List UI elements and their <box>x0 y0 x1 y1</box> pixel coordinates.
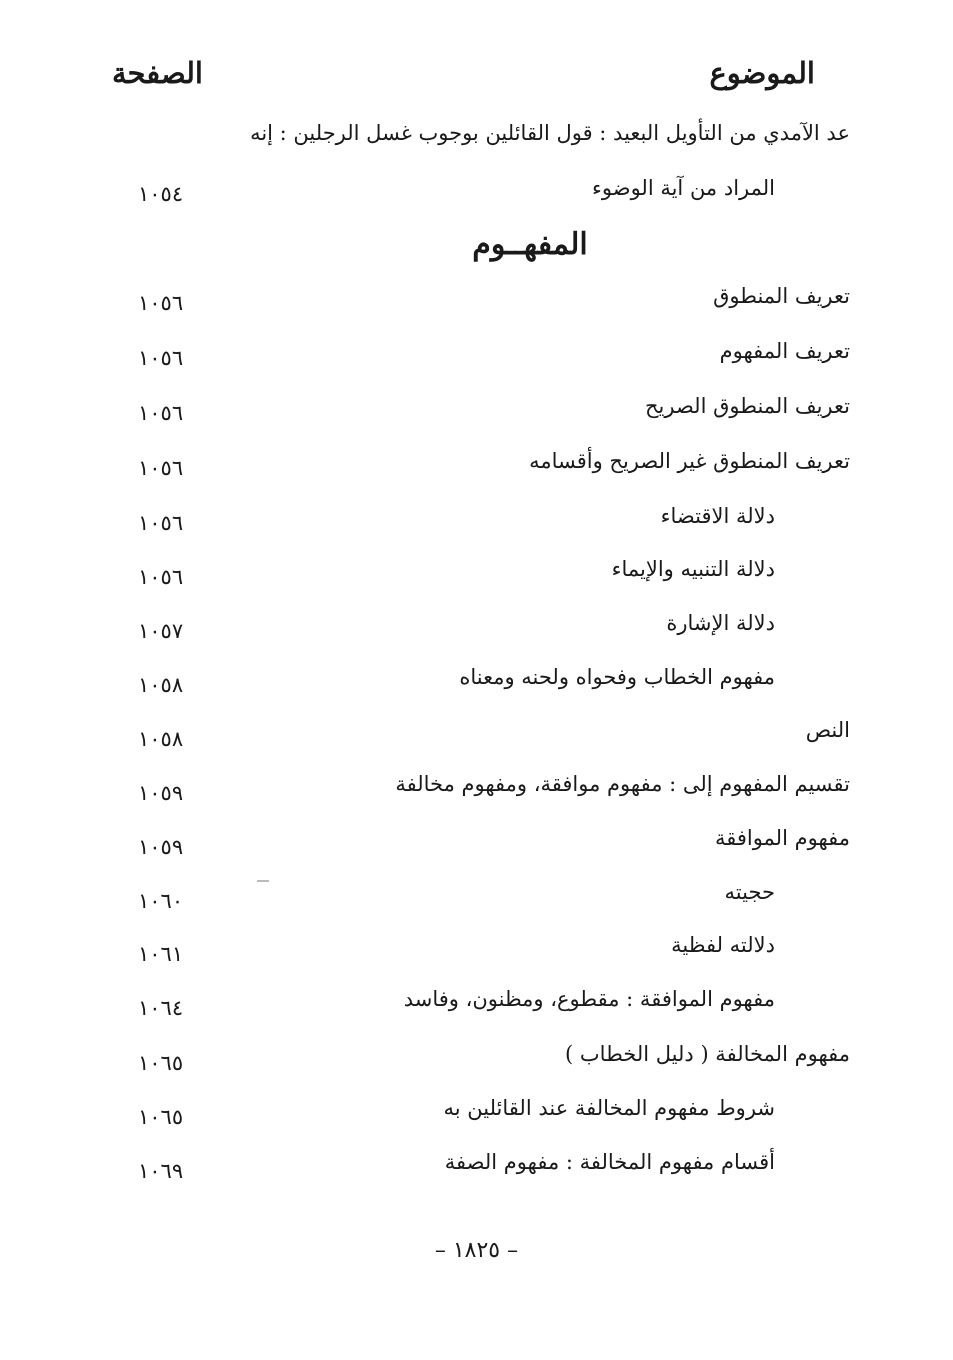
toc-entry-title: مفهوم الموافقة <box>714 826 850 850</box>
toc-entry-page: ١٠٥٧ <box>138 619 184 643</box>
toc-entry-page: ١٠٥٨ <box>138 727 184 751</box>
toc-entry-page: ١٠٦٥ <box>138 1051 184 1075</box>
toc-entry-title: دلالة التنبيه والإيماء <box>611 557 775 581</box>
toc-entry-title: دلالة الإشارة <box>666 611 775 635</box>
toc-entry-page: ١٠٦٥ <box>138 1105 184 1129</box>
intro-page-number: ١٠٥٤ <box>138 182 184 206</box>
intro-line-2: المراد من آية الوضوء <box>592 176 775 200</box>
page-column-header: الصفحة <box>112 56 203 90</box>
toc-entry-page: ١٠٥٦ <box>138 565 184 589</box>
toc-entry-page: ١٠٦٩ <box>138 1159 184 1183</box>
topic-column-header: الموضوع <box>709 56 815 90</box>
toc-entry-page: ١٠٥٦ <box>138 401 184 425</box>
scan-speck <box>257 880 269 882</box>
toc-entry-title: أقسام مفهوم المخالفة : مفهوم الصفة <box>444 1150 775 1174</box>
toc-entry-title: دلالته لفظية <box>671 933 775 957</box>
toc-entry-page: ١٠٥٨ <box>138 673 184 697</box>
toc-entry-title: شروط مفهوم المخالفة عند القائلين به <box>443 1096 775 1120</box>
toc-entry-title: دلالة الاقتضاء <box>660 504 775 528</box>
toc-entry-title: مفهوم المخالفة ( دليل الخطاب ) <box>565 1042 850 1066</box>
section-title: المفهــوم <box>472 227 588 262</box>
intro-line-1: عد الآمدي من التأويل البعيد : قول القائلين بوجوب غسل الرجلين : إنه <box>250 121 850 145</box>
toc-entry-title: مفهوم الخطاب وفحواه ولحنه ومعناه <box>459 665 775 689</box>
toc-entry-page: ١٠٦٠ <box>138 889 184 913</box>
toc-entry-page: ١٠٥٩ <box>138 835 184 859</box>
toc-entry-title: تعريف المنطوق <box>713 284 850 308</box>
toc-entry-title: تقسيم المفهوم إلى : مفهوم موافقة، ومفهوم مخالفة <box>395 772 850 796</box>
toc-entry-page: ١٠٦١ <box>138 942 184 966</box>
toc-entry-title: النص <box>805 718 850 742</box>
toc-entry-title: تعريف المنطوق غير الصريح وأقسامه <box>529 449 850 473</box>
toc-entry-title: تعريف المنطوق الصريح <box>644 394 850 418</box>
toc-entry-page: ١٠٦٤ <box>138 996 184 1020</box>
toc-entry-page: ١٠٥٦ <box>138 511 184 535</box>
toc-entry-page: ١٠٥٦ <box>138 346 184 370</box>
toc-entry-title: حجيته <box>724 880 775 904</box>
toc-entry-page: ١٠٥٩ <box>138 781 184 805</box>
toc-entry-title: تعريف المفهوم <box>719 339 850 363</box>
toc-entry-title: مفهوم الموافقة : مقطوع، ومظنون، وفاسد <box>403 987 775 1011</box>
toc-entry-page: ١٠٥٦ <box>138 456 184 480</box>
page-number-footer: – ١٨٢٥ – <box>434 1238 519 1263</box>
toc-entry-page: ١٠٥٦ <box>138 291 184 315</box>
